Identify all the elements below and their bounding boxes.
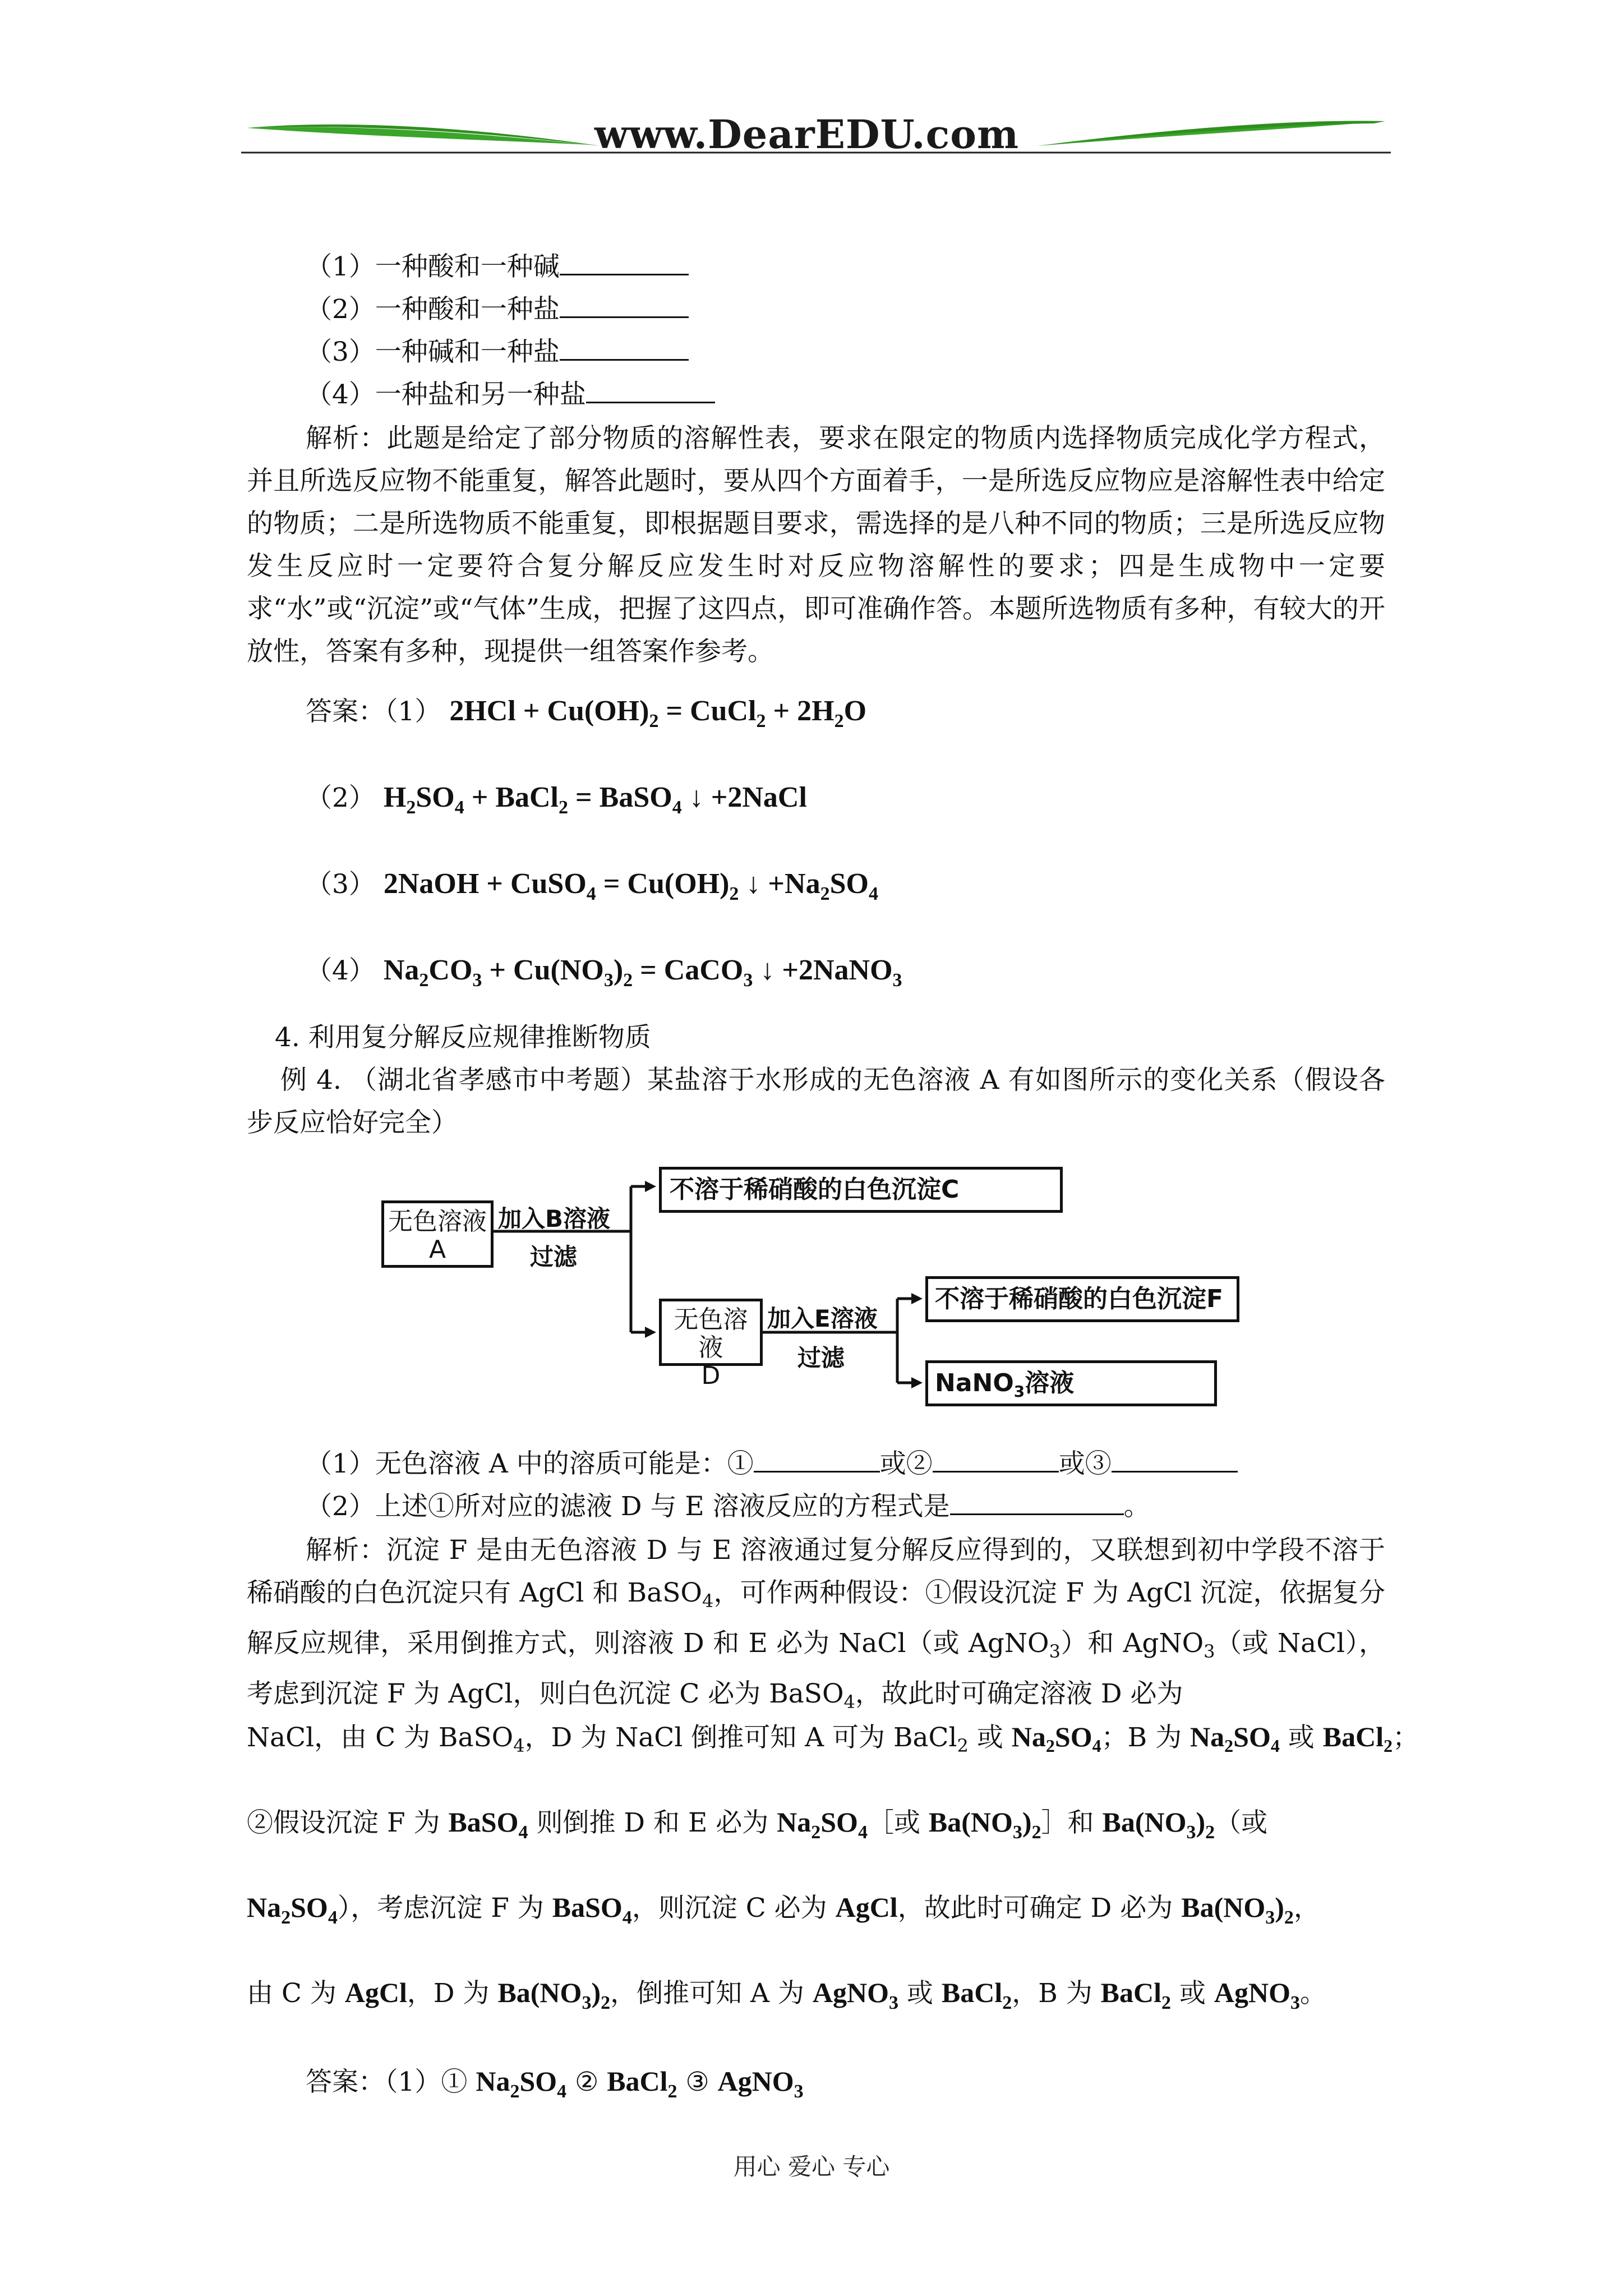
box-precipitate-c: 不溶于稀硝酸的白色沉淀C xyxy=(659,1167,1063,1213)
question-4: （4）一种盐和另一种盐 xyxy=(306,374,715,416)
subquestion-1: （1）无色溶液 A 中的溶质可能是：① 或② 或③ xyxy=(306,1443,1238,1485)
analysis-paragraph-2: 解析：沉淀 F 是由无色溶液 D 与 E 溶液通过复分解反应得到的，又联想到初中学段不溶于稀硝酸的白色沉淀只有 AgCl 和 BaSO$_4$，可作两种假设：①假设沉淀 F 为 AgCl 沉淀，依据复分解反应规律，采用倒推方式，则溶液 D 和 E 必为 NaCl（或 AgNO$_3$）和 AgNO$_3$（或 NaCl），考虑到沉淀 F 为 AgCl，则白色沉淀 C 必为 BaSO$_4$，故此时可确定溶液 D 必为 xyxy=(247,1535,1385,1713)
equation-4: $Na_2CO_3 + Cu(NO_3)_2$ = CaCO$_3$ ↓ +2NaNO$_3$ xyxy=(383,954,902,991)
answer-1: 答案：（1） $2HCl + Cu(OH)_2$ = CuCl$_2$ + $2H_2O$ xyxy=(306,695,867,731)
header-site-url: www.DearEDU.com xyxy=(594,111,1020,158)
subquestion-2: （2）上述①所对应的滤液 D 与 E 溶液反应的方程式是 。 xyxy=(306,1485,1150,1528)
answer-3: （3） 2NaOH + CuSO$_4$ = $Cu(OH)_2$ ↓ $+Na_2SO_4$ xyxy=(306,868,878,904)
question-3: （3）一种碱和一种盐 xyxy=(306,331,689,374)
answer-blank xyxy=(560,292,689,318)
answer-blank xyxy=(1112,1446,1238,1473)
section-heading: 4. 利用复分解反应规律推断物质 xyxy=(275,1022,651,1053)
final-answer: 答案：（1）① $Na_2SO_4$ ② BaCl$_2$ ③ AgNO$_3$ xyxy=(306,2065,804,2102)
question-1: （1）一种酸和一种碱 xyxy=(306,246,689,288)
answer-blank xyxy=(560,334,689,361)
answer-blank xyxy=(754,1446,880,1473)
answer-4: （4） $Na_2CO_3 + Cu(NO_3)_2$ = CaCO$_3$ ↓ +2NaNO$_3$ xyxy=(306,954,902,991)
answer-blank xyxy=(586,377,715,403)
equation-1: $2HCl + Cu(OH)_2$ = CuCl$_2$ + $2H_2O$ xyxy=(449,695,867,731)
box-solution-a: 无色溶液 A xyxy=(381,1200,494,1268)
analysis-line-8: 由 C 为 AgCl，D 为 $Ba(NO_3)_2$，倒推可知 A 为 AgNO$_3$ 或 BaCl$_2$，B 为 BaCl$_2$ 或 AgNO$_3$。 xyxy=(247,1977,1327,2013)
flowchart xyxy=(370,1156,1245,1414)
arrow-label-filter-1: 过滤 xyxy=(530,1243,578,1271)
box-precipitate-f: 不溶于稀硝酸的白色沉淀F xyxy=(925,1276,1239,1322)
question-2: （2）一种酸和一种盐 xyxy=(306,288,689,331)
box-nano3-solution: NaNO$_3$溶液 xyxy=(925,1360,1217,1406)
page-footer: 用心 爱心 专心 xyxy=(733,2153,890,2180)
analysis-paragraph-1: 解析：此题是给定了部分物质的溶解性表，要求在限定的物质内选择物质完成化学方程式，并且所选反应物不能重复，解答此题时，要从四个方面着手，一是所选反应物应是溶解性表中给定的物质；二是所选物质不能重复，即根据题目要求，需选择的是八种不同的物质；三是所选反应物发生反应时一定要符合复分解反应发生时对反应物溶解性的要求；四是生成物中一定要求“水”或“沉淀”或“气体”生成，把握了这四点，即可准确作答。本题所选物质有多种，有较大的开放性，答案有多种，现提供一组答案作参考。 xyxy=(247,423,1385,667)
answer-blank xyxy=(560,249,689,275)
box-solution-d: 无色溶液 D xyxy=(659,1299,763,1366)
answer-2: （2） $H_2SO_4$ + BaCl$_2$ = BaSO$_4$ ↓ +2NaCl xyxy=(306,781,807,818)
answer-blank xyxy=(950,1489,1124,1515)
example-4-text: 例 4. （湖北省孝感市中考题）某盐溶于水形成的无色溶液 A 有如图所示的变化关系（假设各步反应恰好完全） xyxy=(247,1065,1385,1138)
equation-2: $H_2SO_4$ + BaCl$_2$ = BaSO$_4$ ↓ +2NaCl xyxy=(383,781,807,818)
analysis-line-5: NaCl，由 C 为 BaSO$_4$，D 为 NaCl 倒推可知 A 可为 BaCl$_2$ 或 $Na_2SO_4$；B 为 $Na_2SO_4$ 或 BaCl$_2$； xyxy=(247,1721,1419,1756)
equation-3: 2NaOH + CuSO$_4$ = $Cu(OH)_2$ ↓ $+Na_2SO_4$ xyxy=(383,868,878,904)
arrow-label-filter-2: 过滤 xyxy=(797,1344,845,1372)
arrow-label-add-e: 加入E溶液 xyxy=(767,1305,878,1332)
analysis-line-6: ②假设沉淀 F 为 BaSO$_4$ 则倒推 D 和 E 必为 $Na_2SO_4[$或 $Ba(NO_3)_2]$和 $Ba(NO_3)_2$（或 xyxy=(247,1806,1268,1843)
answer-blank xyxy=(933,1446,1059,1473)
analysis-line-7: $Na_2SO_4$），考虑沉淀 F 为 BaSO$_4$，则沉淀 C 必为 AgCl，故此时可确定 D 必为 $Ba(NO_3)_2$， xyxy=(247,1892,1320,1928)
arrow-label-add-b: 加入B溶液 xyxy=(498,1205,611,1232)
